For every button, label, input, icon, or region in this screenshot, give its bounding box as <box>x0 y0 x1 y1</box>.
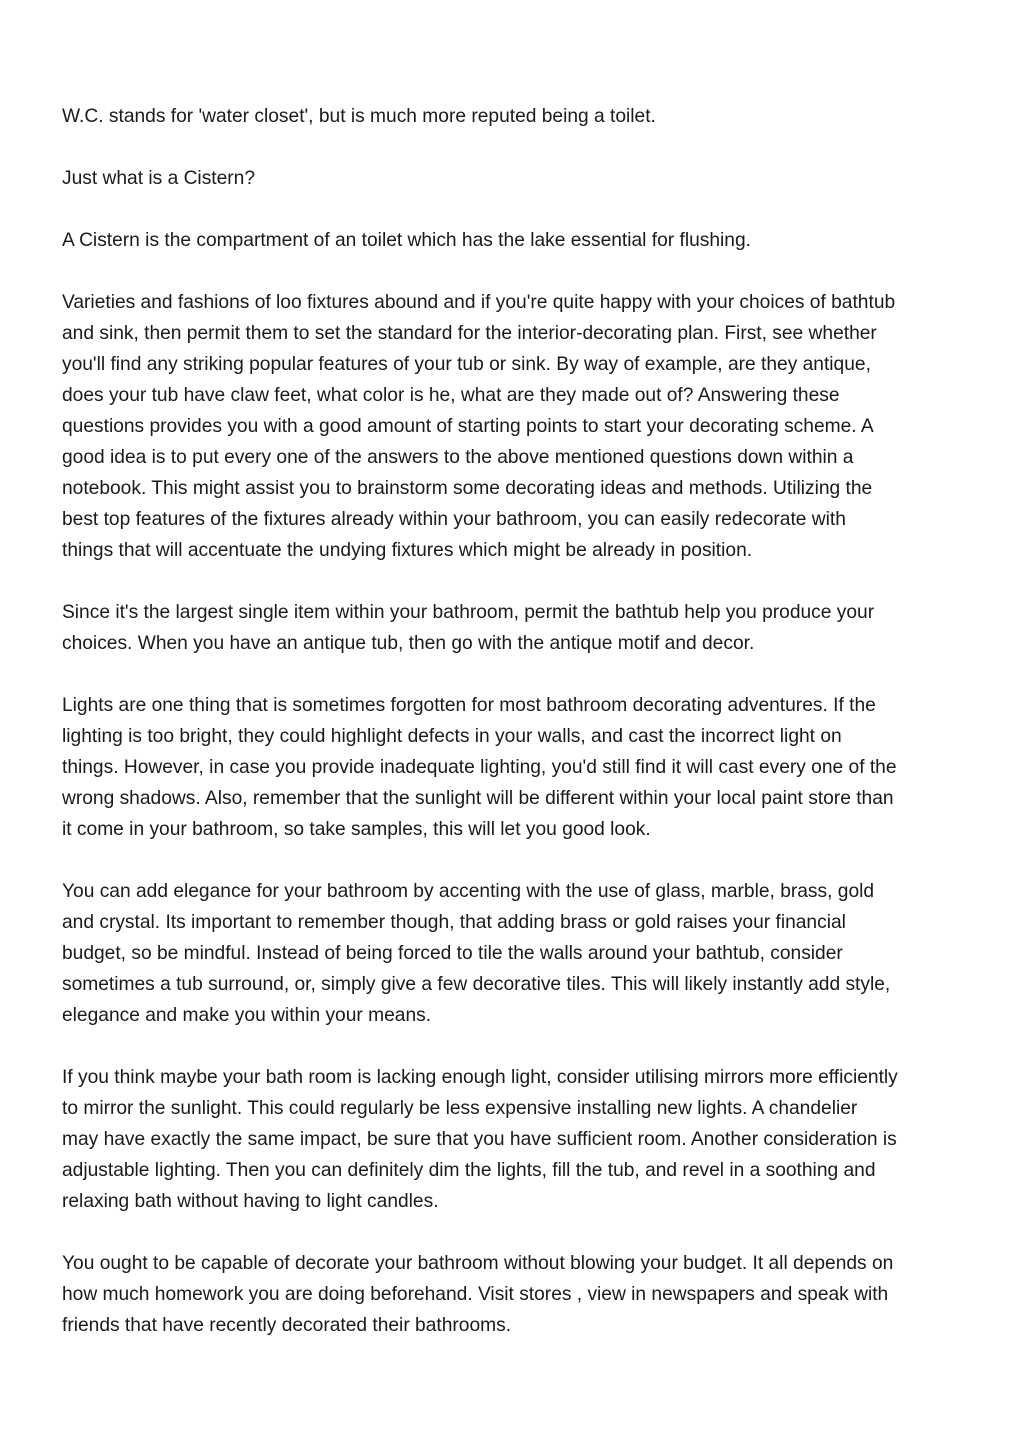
document-body <box>62 101 967 1372</box>
paragraph-wc-definition: W.C. stands for 'water closet', but is much more reputed being a toilet. <box>62 106 656 127</box>
paragraph-lights: Lights are one thing that is sometimes forgotten for most bathroom decorating adventures. If the lighting is too bright, they could highlight defects in your walls, and cast the incorrect light on things. However, in case you provide inadequate lighting, you'd still find it will cast every one of the wrong shadows. Also, remember that the sunlight will be different within your local paint store than it come in your bathroom, so take samples, this will let you good look. <box>62 695 897 840</box>
paragraph-elegance: You can add elegance for your bathroom by accenting with the use of glass, marble, brass, gold and crystal. Its important to remember though, that adding brass or gold raises your financial budget, so be mindful. Instead of being forced to tile the walls around your bathtub, consider sometimes a tub surround, or, simply give a few decorative tiles. This will likely instantly add style, elegance and make you within your means. <box>62 881 891 1026</box>
paragraph-cistern-definition: A Cistern is the compartment of an toilet which has the lake essential for flushing. <box>62 230 751 251</box>
paragraph-fixtures: Varieties and fashions of loo fixtures abound and if you're quite happy with your choices of bathtub and sink, then permit them to set the standard for the interior-decorating plan. First, see whether you'll find any striking popular features of your tub or sink. By way of example, are they antique, does your tub have claw feet, what color is he, what are they made out of? Answering these questions provides you with a good amount of starting points to start your decorating scheme. A good idea is to put every one of the answers to the above mentioned questions down within a notebook. This might assist you to brainstorm some decorating ideas and methods. Utilizing the best top features of the fixtures already within your bathroom, you can easily redecorate with things that will accentuate the undying fixtures which might be already in position. <box>62 292 896 561</box>
paragraph-cistern-question: Just what is a Cistern? <box>62 168 256 189</box>
paragraph-mirrors: If you think maybe your bath room is lacking enough light, consider utilising mirrors more efficiently to mirror the sunlight. This could regularly be less expensive installing new lights. A chandelier may have exactly the same impact, be sure that you have sufficient room. Another consideration is adjustable lighting. Then you can definitely dim the lights, fill the tub, and revel in a soothing and relaxing bath without having to light candles. <box>62 1067 898 1212</box>
paragraph-bathtub: Since it's the largest single item within your bathroom, permit the bathtub help you produce your choices. When you have an antique tub, then go with the antique motif and decor. <box>62 602 875 654</box>
paragraph-budget: You ought to be capable of decorate your bathroom without blowing your budget. It all depends on how much homework you are doing beforehand. Visit stores , view in newspapers and speak with friends that have recently decorated their bathrooms. <box>62 1253 894 1336</box>
